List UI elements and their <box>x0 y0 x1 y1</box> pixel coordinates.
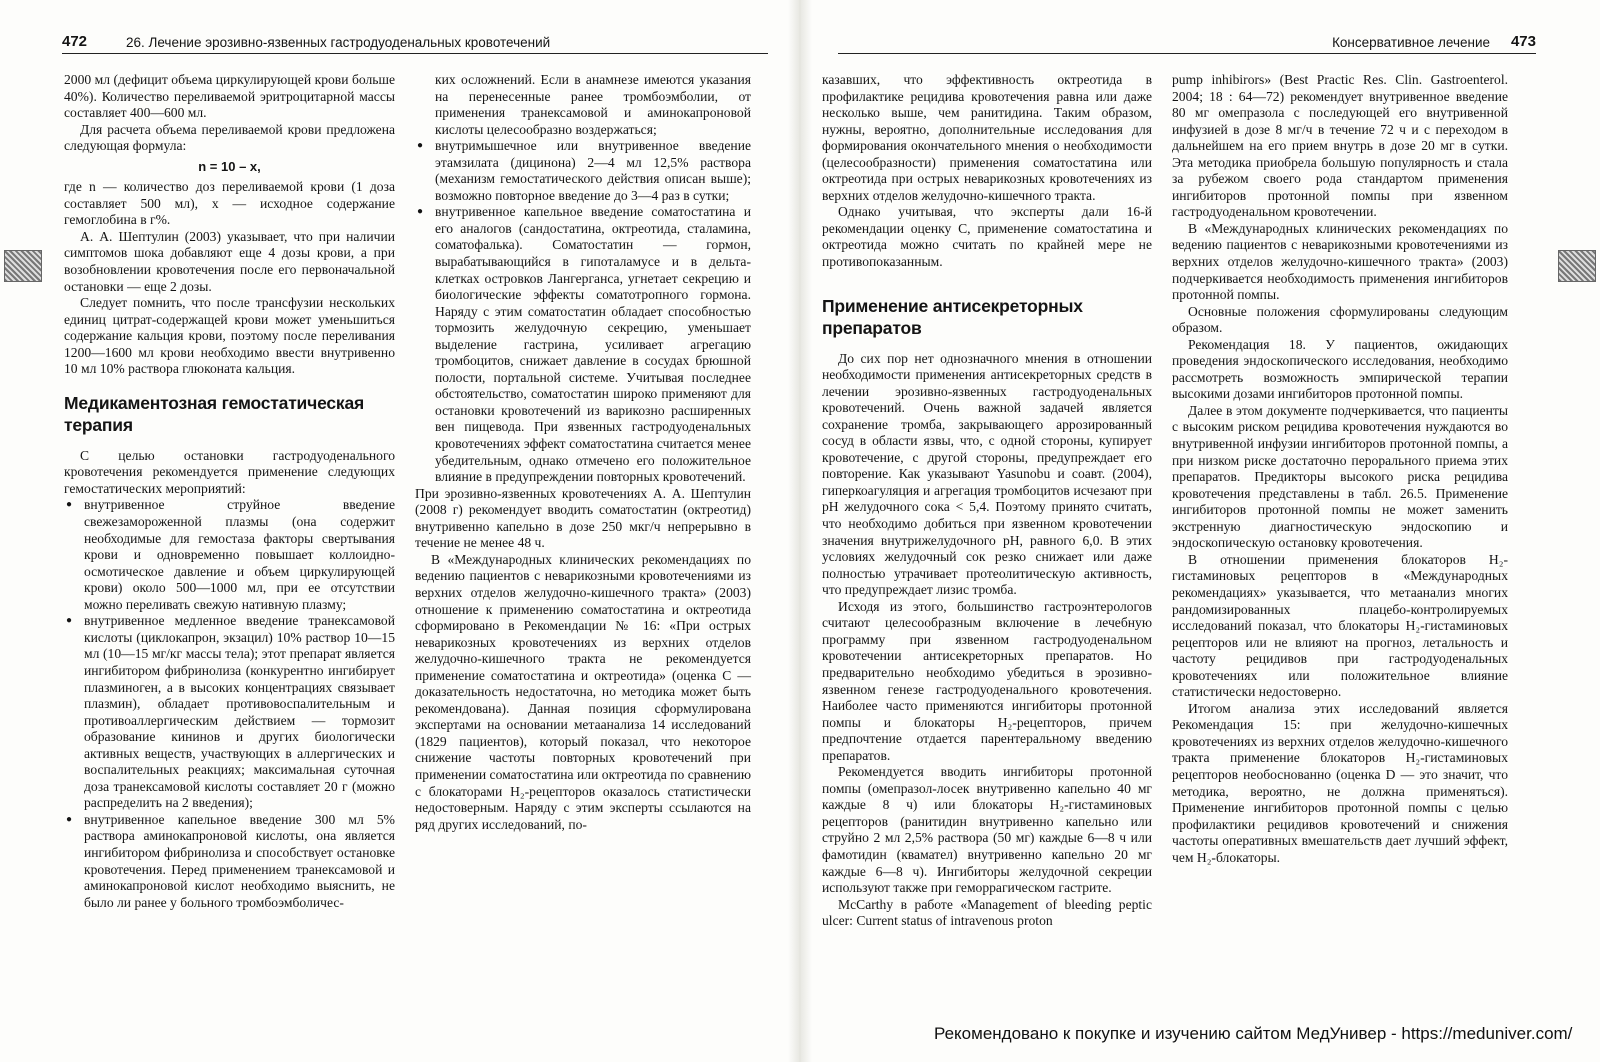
paragraph: 2000 мл (дефицит объема циркулирующей крови больше 40%). Количество переливаемой эритроцитарной массы составляет 400—600 мл. <box>64 72 395 121</box>
right-margin-thumb-mark <box>1558 250 1596 282</box>
text-column-1 <box>64 72 395 911</box>
paragraph: В отношении применения блокаторов H₂-гистаминовых рецепторов в «Международных рекомендациях» указывается, что метаанализ многих рандомизированных плацебо-контролируемых исследований показал, что блокаторы H₂-гистаминовых рецепторов или не влияют на прогноз, летальность и частоту рецидивов при гастродуоденальных кровотечениях или положительное влияние статистически недостоверно. <box>1172 551 1508 700</box>
left-page-number: 472 <box>62 33 88 50</box>
bullet-list <box>415 138 751 485</box>
left-header-title: 26. Лечение эрозивно-язвенных гастродуоденальных кровотечений <box>126 35 551 50</box>
paragraph: В «Международных клинических рекомендациях по ведению пациентов с неварикозными кровотечениями из верхних отделов желудочно-кишечного тракта» (2003) отношение к применению соматостатина и октреотида сформировано в Рекомендации № 16: «При острых неварикозных кровотечениях из верхних отделов желудочно-кишечного тракта не рекомендуется применение соматостатина и октреотида» (оценка С — доказательность недостаточна, но методика может быть рекомендована). Данная позиция сформулирована экспертами на основании метаанализа 14 исследований (1829 пациентов), который показал, что некоторое снижение частоты повторных кровотечений при применении соматостатина или октреотида по сравнению с блокаторами H₂-рецепторов оказалось статистически недостоверным. Наряду с этим эксперты ссылаются на ряд других исследований, по- <box>415 551 751 832</box>
right-header-title: Консервативное лечение <box>1332 35 1490 50</box>
paragraph: Исходя из этого, большинство гастроэнтерологов считают целесообразным включение в лечебную программу при язвенном гастродуоденальном кровотечении антисекреторных препаратов. Но предварительно необходимо убедиться в эрозивно-язвенном генезе гастродуоденального кровотечения. Наиболее часто применяются ингибиторы протонной помпы и блокаторы H₂-рецепторов, причем предпочтение отдается парентеральному введению препаратов. <box>822 598 1152 763</box>
paragraph: Далее в этом документе подчеркивается, что пациенты с высоким риском рецидива кровотечения нуждаются во внутривенной инфузии ингибиторов протонной помпы, а при низком риске достаточно перорального приема этих препаратов. Предикторы высокого риска рецидива кровотечения представлены в табл. 26.5. Применение ингибиторов протонной помпы не может заменить экстренную диагностическую эндоскопию и эндоскопическую остановку кровотечения. <box>1172 402 1508 551</box>
bullet-list <box>64 497 395 911</box>
list-item: ● внутривенное капельное введение соматостатина и его аналогов (сандостатина, октреотида, сталамина, соматофалька). Соматостатин — гормон, вырабатывающийся в гипоталамусе и в дельта-клетках островков Лангерганса, угнетает секрецию и биологические эффекты соматотропного гормона. Наряду с этим соматостатин обладает способностью тормозить желудочную секрецию, уменьшает выделение гастрина, усиливает агрегацию тромбоцитов, снижает давление в сосудах брюшной полости, портальной системе. Учитывая последнее обстоятельство, соматостатин широко применяют для остановки кровотечений из варикозно расширенных вен пищевода. При язвенных гастродуоденальных кровотечениях эффект соматостатина считается менее убедительным, однако отмечено его положительное влияние в предупреждении повторных кровотечений. <box>415 204 751 485</box>
formula: n = 10 – x, <box>198 158 261 174</box>
paragraph: казавших, что эффективность октреотида в профилактике рецидива кровотечения равна или даже несколько выше, чем ранитидина. Таким образом, нужны, вероятно, дополнительные исследования для формирования окончательного мнения о необходимости (целесообразности) применения соматостатина или октреотида при острых неварикозных кровотечениях из верхних отделов желудочно-кишечного тракта. <box>822 72 1152 203</box>
left-running-header <box>62 33 768 54</box>
paragraph: А. А. Шептулин (2003) указывает, что при наличии симптомов шока добавляют еще 4 дозы крови, а при возобновлении кровотечения после его первоначальной остановки — еще 2 дозы. <box>64 228 395 294</box>
list-item: ● внутривенное струйное введение свежезамороженной плазмы (она содержит необходимые для гемостаза факторы свертывания крови и одновременно повышает коллоидно-осмотическое давление и объем циркулирующей крови) около 500—1000 мл, при ее отсутствии можно переливать свежую нативную плазму; <box>64 497 395 613</box>
paragraph: Рекомендуется вводить ингибиторы протонной помпы (омепразол-лосек внутривенно капельно 40 мг каждые 8 ч) или блокаторы H₂-гистаминовых рецепторов (ранитидин внутривенно капельно или струйно 2 мл 2,5% раствора (50 мг) каждые 6—8 ч или фамотидин (квамател) внутривенно капельно 20 мг каждые 6—8 ч). Ингибиторы желудочной секреции используют также при геморрагическом гастрите. <box>822 764 1152 896</box>
section-heading: Применение антисекреторных препаратов <box>822 295 1083 338</box>
paragraph: pump inhibirors» (Best Practic Res. Clin. Gastroenterol. 2004; 18 : 64—72) рекомендует внутривенное введение 80 мг омепразола с последующей его внутривенной инфузией в дозе 8 мг/ч в течение 72 ч и с переходом в дальнейшем на его прием внутрь в дозе 20 мг в сутки. Эта методика приобрела большую популярность и стала за рубежом своего рода стандартом применения ингибиторов протонной помпы при язвенном гастродуоденальном кровотечении. <box>1172 72 1508 220</box>
left-margin-thumb-mark <box>4 250 42 282</box>
paragraph: До сих пор нет однозначного мнения в отношении необходимости применения антисекреторных средств в лечении эрозивно-язвенных гастродуоденальных кровотечений. Очень важной задачей является сохранение тромба, закрывающего аррозированный сосуд в области язвы, что, с одной стороны, купирует кровотечение, с другой стороны, предупреждает его повторение. Как указывают Yasunobu и соавт. (2004), гиперкоагуляция и агрегация тромбоцитов исчезают при pH желудочного сока < 5,4. Поэтому принято считать, что необходимо добиться при язвенном кровотечении значения внутрижелудочного pH, равного 6,0. В этих условиях желудочный сок резко снижает или даже полностью утрачивает протеолитическую активность, что предупреждает лизис тромба. <box>822 350 1152 598</box>
paragraph: Однако учитывая, что эксперты дали 16-й рекомендации оценку С, применение соматостатина и октреотида можно считать по крайней мере не противопоказанным. <box>822 204 1152 270</box>
paragraph: ких осложнений. Если в анамнезе имеются указания на перенесенные ранее тромбоэмболии, от применения транексамовой и аминокапроновой кислоты целесообразно воздержаться; <box>435 72 751 137</box>
paragraph: С целью остановки гастродуоденального кровотечения рекомендуется применение следующих гемостатических мероприятий: <box>64 447 395 496</box>
paragraph: При эрозивно-язвенных кровотечениях А. А. Шептулин (2008 г) рекомендует вводить соматостатин (октреотид) внутривенно капельно в дозе 250 мкг/ч непрерывно в течение не менее 48 ч. <box>415 485 751 551</box>
book-gutter <box>788 0 812 1062</box>
right-running-header <box>838 33 1536 54</box>
list-item: ● внутривенное медленное введение транексамовой кислоты (циклокапрон, экзацил) 10% раствор 10—15 мл (10—15 мг/кг массы тела); этот препарат является ингибитором фибринолиза (конкурентно ингибирует плазминоген, а в высоких концентрациях связывает плазмин), обладает противовоспалительным и противоаллергическим действием — тормозит образование кининов и других биологически активных веществ, участвующих в аллергических и воспалительных реакциях; максимальная суточная доза транексамовой кислоты составляет 20 г (можно распределить на 2 введения); <box>64 613 395 812</box>
text-column-2 <box>415 72 751 833</box>
list-item: ● внутривенное капельное введение 300 мл 5% раствора аминокапроновой кислоты, она является ингибитором фибринолиза и способствует остановке кровотечения. Перед применением транексамовой и аминокапроновой кислот необходимо выяснить, не было ли ранее у больного тромбоэмболичес- <box>64 812 395 911</box>
text-column-4 <box>1172 72 1508 866</box>
paragraph: Итогом анализа этих исследований является Рекомендация 15: при желудочно-кишечных кровотечениях из верхних отделов желудочно-кишечного тракта применение блокаторов H₂-гистаминовых рецепторов необоснованно (оценка D — это значит, что методика, вероятно, не должна применяться). Применение ингибиторов протонной помпы с целью профилактики рецидивов кровотечений и снижения частоты оперативных вмешательств дает лучший эффект, чем H₂-блокаторы. <box>1172 700 1508 865</box>
paragraph: В «Международных клинических рекомендациях по ведению пациентов с неварикозными кровотечениями из верхних отделов желудочно-кишечного тракта» (2003) подчеркивается необходимость применения ингибиторов протонной помпы. <box>1172 220 1508 303</box>
text-column-3 <box>822 72 1152 930</box>
paragraph: McCarthy в работе «Management of bleeding peptic ulcer: Current status of intravenous proton <box>822 896 1152 929</box>
paragraph: Для расчета объема переливаемой крови предложена следующая формула: <box>64 121 395 154</box>
right-page-number: 473 <box>1510 33 1536 50</box>
section-heading: Медикаментозная гемостатическая терапия <box>64 392 365 435</box>
watermark-footer: Рекомендовано к покупке и изучению сайтом МедУнивер - https://meduniver.com/ <box>934 1024 1573 1043</box>
paragraph: Рекомендация 18. У пациентов, ожидающих проведения эндоскопического исследования, необходимо рассмотреть возможность эмпирической терапии высокими дозами ингибиторов протонной помпы. <box>1172 336 1508 402</box>
paragraph: Основные положения сформулированы следующим образом. <box>1172 303 1508 336</box>
paragraph: Следует помнить, что после трансфузии нескольких единиц цитрат-содержащей крови может уменьшиться содержание кальция крови, поэтому после переливания 1200—1600 мл крови необходимо ввести внутривенно 10 мл 10% раствора глюконата кальция. <box>64 295 395 377</box>
paragraph: где n — количество доз переливаемой крови (1 доза составляет 500 мл), x — исходное содержание гемоглобина в г%. <box>64 179 395 228</box>
list-item: ● внутримышечное или внутривенное введение этамзилата (дицинона) 2—4 мл 12,5% раствора (механизм гемостатического действия описан выше); возможно повторное введение до 3—4 раз в сутки; <box>415 138 751 204</box>
